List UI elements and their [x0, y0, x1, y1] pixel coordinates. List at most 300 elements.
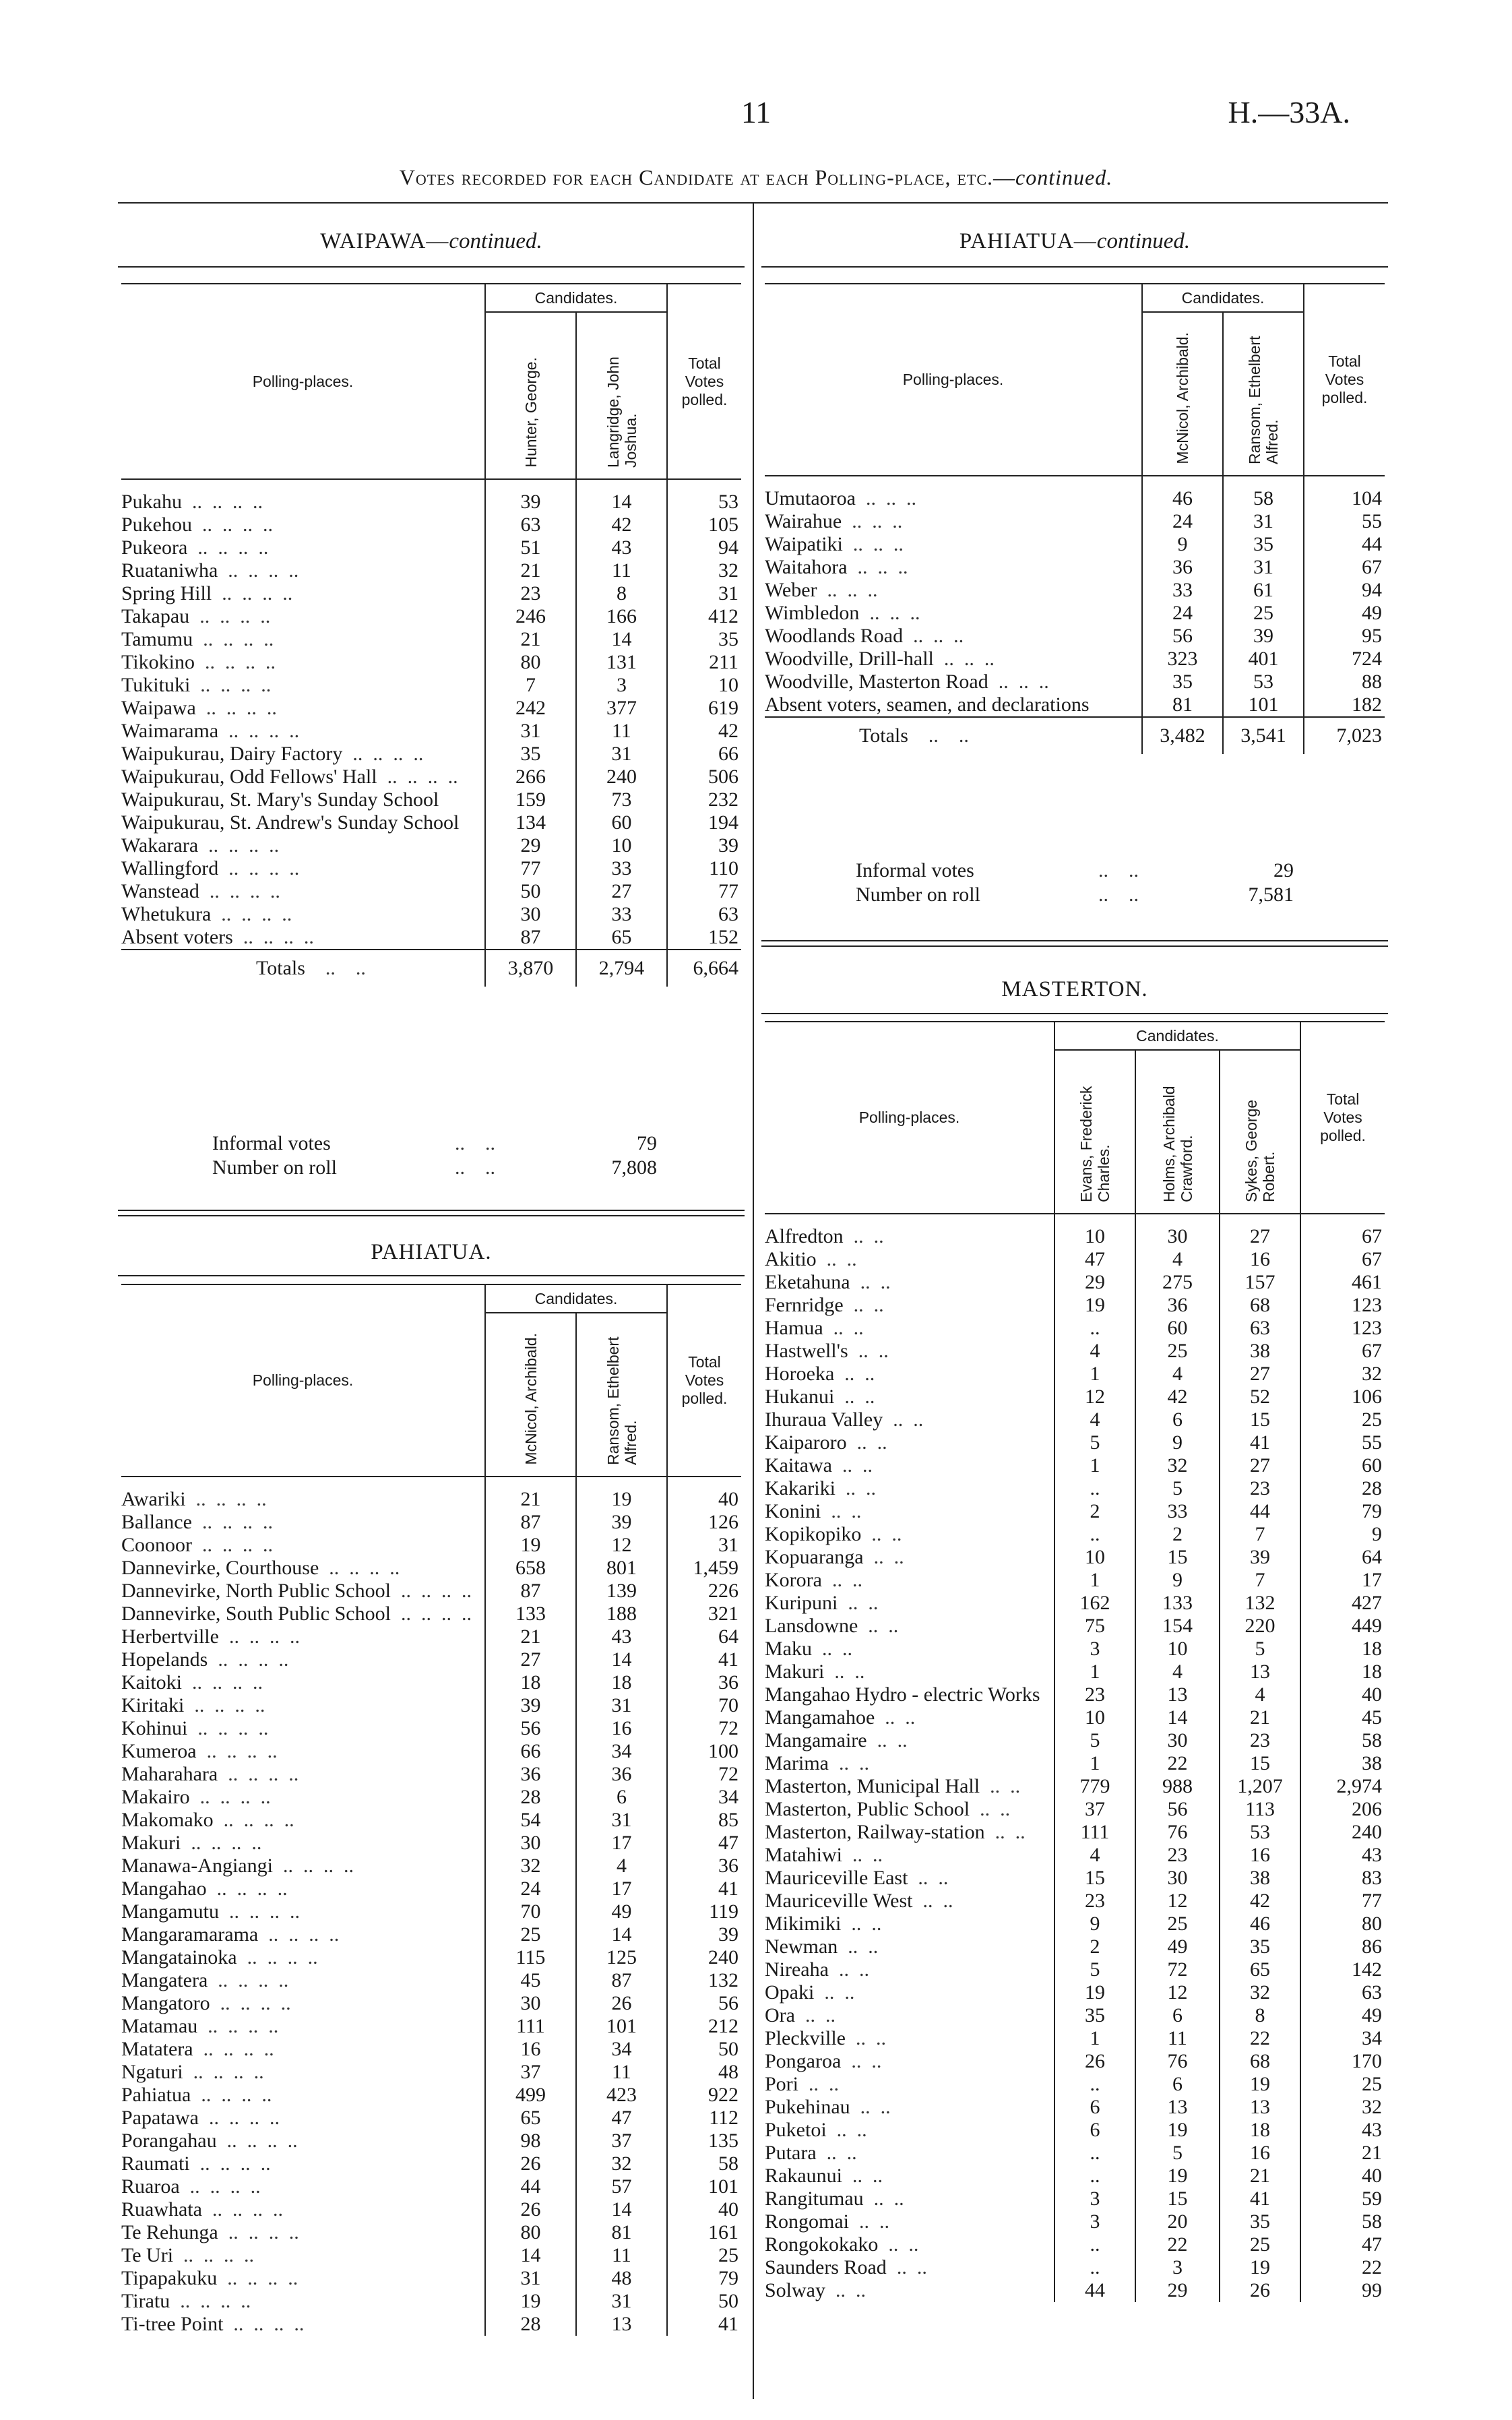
leader-dots: .. .. [821, 1500, 862, 1522]
vote-cell: 30 [485, 1992, 576, 2015]
leader-dots: .. .. .. .. [194, 651, 276, 673]
total-cell: 161 [667, 2221, 741, 2244]
totals-label [121, 950, 485, 987]
table-row [121, 1511, 741, 1534]
polling-place-name: Mangatainoka [121, 1946, 237, 1968]
table-row [121, 582, 741, 605]
leader-dots: .. .. [794, 2004, 836, 2026]
vote-cell: 36 [576, 1763, 667, 1786]
vote-cell: 4 [1054, 1340, 1135, 1363]
polling-place-name: Makairo [121, 1786, 190, 1808]
leader-dots: .. .. .. .. [192, 1534, 273, 1556]
leader-dots: .. .. [878, 2233, 919, 2256]
leader-dots: .. .. .. .. [193, 2038, 274, 2060]
vote-cell: 14 [485, 2244, 576, 2267]
leader-dots: .. .. .. [842, 510, 903, 532]
vote-cell: 31 [485, 2267, 576, 2290]
vote-cell: 133 [485, 1603, 576, 1625]
vote-cell: 10 [1054, 1214, 1135, 1248]
polling-place-name: Korora [765, 1569, 822, 1591]
leader-dots: .. .. .. .. [181, 1832, 262, 1854]
polling-place [765, 693, 1142, 717]
leader-dots: .. .. [826, 2119, 867, 2141]
leader-dots: .. .. [875, 1706, 916, 1729]
vote-cell: 56 [485, 1717, 576, 1740]
polling-place [765, 1729, 1054, 1752]
total-cell: 21 [1300, 2142, 1385, 2165]
vote-cell: 10 [1135, 1638, 1220, 1661]
vote-cell: 53 [1223, 671, 1304, 693]
leader-dots: .. .. [828, 1958, 869, 1981]
table-row [765, 1214, 1385, 1248]
polling-place-name: Pahiatua [121, 2084, 191, 2106]
vote-cell: 134 [485, 811, 576, 834]
total-cell: 88 [1304, 671, 1385, 693]
vote-cell: 38 [1220, 1867, 1300, 1890]
polling-place [121, 697, 485, 720]
total-cell: 412 [667, 605, 741, 628]
table-row [121, 1992, 741, 2015]
vote-cell: 6 [1135, 2004, 1220, 2027]
table-row [765, 602, 1385, 625]
vote-cell: 73 [576, 788, 667, 811]
polling-place [121, 811, 485, 834]
total-cell: 34 [667, 1786, 741, 1809]
vote-cell: 19 [1054, 1981, 1135, 2004]
total-cell: 41 [667, 1648, 741, 1671]
vote-cell: 19 [576, 1477, 667, 1511]
table-row [765, 1981, 1385, 2004]
leader-dots: .. .. .. .. [208, 1969, 289, 1991]
vote-cell: 70 [485, 1900, 576, 1923]
polling-place [765, 2050, 1054, 2073]
table-row [765, 1592, 1385, 1615]
total-cell: 49 [1300, 2004, 1385, 2027]
vote-cell: 30 [1135, 1214, 1220, 1248]
table-row [765, 1775, 1385, 1798]
vote-cell: 25 [485, 1923, 576, 1946]
total-cell: 126 [667, 1511, 741, 1534]
candidate-name: Hunter, George. [522, 357, 540, 468]
polling-place-name: Dannevirke, South Public School [121, 1603, 391, 1625]
vote-cell: 6 [1054, 2096, 1135, 2119]
polling-place-name: Tikokino [121, 651, 195, 673]
polling-place [765, 2279, 1054, 2302]
polling-place [121, 2152, 485, 2175]
vote-cell: .. [1054, 2165, 1135, 2188]
vote-cell: 11 [576, 2061, 667, 2084]
polling-place-name: Solway [765, 2279, 825, 2301]
roll-value: 7,808 [611, 1156, 657, 1179]
table-row [121, 2152, 741, 2175]
total-cell: 232 [667, 788, 741, 811]
table-row [121, 2198, 741, 2221]
vote-cell: 23 [1220, 1477, 1300, 1500]
table-row [121, 1832, 741, 1855]
polling-place [121, 2130, 485, 2152]
table-row [765, 671, 1385, 693]
polling-place-name: Waipukurau, St. Andrew's Sunday School [121, 811, 460, 834]
table-row [121, 536, 741, 559]
polling-place [121, 1763, 485, 1786]
table-row [765, 1569, 1385, 1592]
candidate-name-header [485, 312, 576, 479]
total-cell: 64 [667, 1625, 741, 1648]
total-cell: 39 [667, 834, 741, 857]
table-row [121, 857, 741, 880]
vote-cell: 35 [1142, 671, 1223, 693]
total-cell: 32 [1300, 2096, 1385, 2119]
vote-cell: .. [1054, 1317, 1135, 1340]
polling-place-name: Matatera [121, 2038, 193, 2060]
total-cell: 77 [1300, 1890, 1385, 1913]
vote-cell: 39 [576, 1511, 667, 1534]
vote-cell: 101 [1223, 693, 1304, 717]
vote-cell: 65 [576, 926, 667, 950]
vote-cell: 4 [1054, 1408, 1135, 1431]
vote-cell: 14 [576, 2198, 667, 2221]
total-cell: 32 [1300, 1363, 1385, 1386]
polling-place [765, 1615, 1054, 1638]
vote-cell: 58 [1223, 476, 1304, 510]
vote-cell: 32 [1135, 1454, 1220, 1477]
polling-place-name: Makomako [121, 1809, 214, 1831]
polling-place [765, 2096, 1054, 2119]
polling-place [765, 1386, 1054, 1408]
total-cell: 40 [667, 1477, 741, 1511]
pahiatua-roll [856, 883, 1294, 906]
waipawa-title [118, 229, 745, 254]
polling-place [765, 1683, 1054, 1706]
total-cell: 49 [1304, 602, 1385, 625]
vote-cell: 16 [1220, 1844, 1300, 1867]
total-cell: 112 [667, 2107, 741, 2130]
table-row [765, 1821, 1385, 1844]
polling-place-name: Mangamaire [765, 1729, 867, 1751]
total-cell: 31 [667, 1534, 741, 1557]
table-row [121, 1900, 741, 1923]
total-cell: 94 [667, 536, 741, 559]
table-row [765, 2027, 1385, 2050]
polling-place [121, 2061, 485, 2084]
vote-cell: 27 [485, 1648, 576, 1671]
polling-place-name: Raumati [121, 2152, 190, 2175]
vote-cell: 81 [1142, 693, 1223, 717]
vote-cell: 111 [1054, 1821, 1135, 1844]
vote-cell: 26 [576, 1992, 667, 2015]
polling-place [121, 2175, 485, 2198]
total-cell: 240 [667, 1946, 741, 1969]
vote-cell: 19 [485, 1534, 576, 1557]
total-cell: 56 [667, 1992, 741, 2015]
polling-place-name: Absent voters [121, 926, 233, 948]
leader-dots: .. .. [980, 1775, 1021, 1797]
polling-place-name: Kopikopiko [765, 1523, 862, 1545]
vote-cell: 15 [1135, 1546, 1220, 1569]
polling-place [121, 743, 485, 766]
table-row [765, 2256, 1385, 2279]
polling-place-name: Masterton, Municipal Hall [765, 1775, 980, 1797]
polling-place [765, 2256, 1054, 2279]
total-cell: 152 [667, 926, 741, 950]
headline-italic: continued. [1015, 165, 1113, 189]
polling-place [765, 1867, 1054, 1890]
table-row [765, 2142, 1385, 2165]
waipawa-roll [212, 1156, 657, 1179]
totals-label [765, 717, 1142, 754]
total-cell: 55 [1304, 510, 1385, 533]
vote-cell: 157 [1220, 1271, 1300, 1294]
leader-dots: .. .. .. [988, 671, 1049, 693]
polling-place [121, 880, 485, 903]
leader-dots: .. .. [823, 1317, 864, 1339]
leader-dots: .. .. [835, 1477, 876, 1499]
vote-cell: 34 [576, 2038, 667, 2061]
vote-cell: 20 [1135, 2210, 1220, 2233]
polling-place-name: Mangatera [121, 1969, 208, 1991]
vote-cell: 31 [576, 743, 667, 766]
vote-cell: .. [1054, 1477, 1135, 1500]
total-cell: 79 [1300, 1500, 1385, 1523]
vote-cell: 80 [485, 651, 576, 674]
table-row [765, 1890, 1385, 1913]
vote-cell: 275 [1135, 1271, 1220, 1294]
vote-cell: 6 [1135, 2073, 1220, 2096]
vote-cell: 21 [1220, 1706, 1300, 1729]
table-row [765, 2050, 1385, 2073]
leader-dots: .. .. .. .. [189, 2152, 271, 2175]
polling-place [121, 1946, 485, 1969]
table-row [121, 1969, 741, 1992]
polling-place-name: Te Uri [121, 2244, 174, 2266]
vote-cell: 39 [485, 479, 576, 514]
leader-dots: .. .. .. .. [390, 1580, 472, 1602]
table-row [121, 2290, 741, 2313]
total-cell: 724 [1304, 648, 1385, 671]
table-row [121, 2107, 741, 2130]
vote-cell: 101 [576, 2015, 667, 2038]
vote-cell: 68 [1220, 1294, 1300, 1317]
total-cell: 43 [1300, 1844, 1385, 1867]
vote-cell: 33 [1142, 579, 1223, 602]
table-row [765, 2279, 1385, 2302]
vote-cell: 1 [1054, 1752, 1135, 1775]
polling-place [765, 1214, 1054, 1248]
leader-dots: .. .. [842, 2165, 883, 2187]
vote-cell: 19 [1220, 2073, 1300, 2096]
total-cell: 58 [1300, 1729, 1385, 1752]
vote-cell: .. [1054, 2073, 1135, 2096]
total-cell: 922 [667, 2084, 741, 2107]
polling-place-name: Mangamahoe [765, 1706, 875, 1729]
table-row [121, 1648, 741, 1671]
pahiatua-end-rule-1 [761, 940, 1388, 941]
vote-cell: 12 [1054, 1386, 1135, 1408]
polling-place-name: Dannevirke, Courthouse [121, 1557, 319, 1579]
leader-dots: .. .. .. .. [185, 1488, 267, 1510]
polling-place [765, 1271, 1054, 1294]
total-cell: 123 [1300, 1294, 1385, 1317]
leader-dots: .. .. .. .. [184, 1694, 265, 1716]
polling-place [765, 1890, 1054, 1913]
total-cell: 77 [667, 880, 741, 903]
vote-cell: 32 [576, 2152, 667, 2175]
candidates-header: Candidates. [485, 284, 667, 312]
polling-place-name: Tukituki [121, 674, 191, 696]
total-cell: 70 [667, 1694, 741, 1717]
leader-dots: .. .. .. .. [390, 1603, 472, 1625]
vote-cell: 56 [1142, 625, 1223, 648]
vote-cell: 499 [485, 2084, 576, 2107]
total-votes-header: Total Votes polled. [1300, 1022, 1385, 1214]
vote-cell: 23 [485, 582, 576, 605]
table-row [121, 811, 741, 834]
polling-place [121, 1477, 485, 1511]
leader-dots: .. .. .. .. [197, 2015, 279, 2037]
polling-place-name: Wimbledon [765, 602, 860, 624]
vote-cell: 47 [1054, 1248, 1135, 1271]
table-row [765, 1661, 1385, 1683]
vote-cell: 39 [485, 1694, 576, 1717]
vote-cell: 5 [1220, 1638, 1300, 1661]
total-cell: 106 [1300, 1386, 1385, 1408]
polling-place [121, 766, 485, 788]
total-cell: 132 [667, 1969, 741, 1992]
total-cell: 72 [667, 1717, 741, 1740]
polling-place-name: Waipatiki [765, 533, 843, 555]
vote-cell: 266 [485, 766, 576, 788]
leader-dots: .. .. [816, 2142, 857, 2164]
leader-dots: .. .. [828, 1752, 869, 1774]
leader-dots: .. .. [912, 1890, 953, 1912]
total-cell: 35 [667, 628, 741, 651]
vote-cell: 27 [1220, 1363, 1300, 1386]
total-cell: 36 [667, 1671, 741, 1694]
table-row [121, 2015, 741, 2038]
column-divider [753, 202, 754, 2399]
vote-cell: 18 [485, 1671, 576, 1694]
vote-cell: 22 [1135, 1752, 1220, 1775]
total-cell: 25 [1300, 2073, 1385, 2096]
total-cell: 67 [1300, 1248, 1385, 1271]
total-cell: 47 [1300, 2233, 1385, 2256]
vote-cell: 34 [576, 1740, 667, 1763]
vote-cell: 162 [1054, 1592, 1135, 1615]
leader-dots: .. .. .. .. [213, 1809, 294, 1831]
table-row [765, 1683, 1385, 1706]
table-row [121, 2267, 741, 2290]
vote-cell: 31 [576, 1694, 667, 1717]
masterton-table [765, 1021, 1385, 2302]
table-row [121, 1786, 741, 1809]
vote-cell: 31 [576, 2290, 667, 2313]
vote-cell: 65 [1220, 1958, 1300, 1981]
vote-cell: 27 [1220, 1214, 1300, 1248]
vote-cell: 81 [576, 2221, 667, 2244]
polling-place-name: Eketahuna [765, 1271, 850, 1293]
polling-place-name: Mauriceville West [765, 1890, 913, 1912]
vote-cell: 44 [1220, 1500, 1300, 1523]
polling-place [765, 1363, 1054, 1386]
candidate-name: McNicol, Archibald. [1174, 332, 1191, 464]
table-row [121, 766, 741, 788]
polling-place-name: Akitio [765, 1248, 817, 1270]
vote-cell: 3 [1054, 2188, 1135, 2210]
leader-dots: .. .. .. .. [208, 1648, 289, 1671]
vote-cell: 29 [1054, 1271, 1135, 1294]
total-cell: 10 [667, 674, 741, 697]
polling-place-name: Pleckville [765, 2027, 846, 2049]
vote-cell: 26 [1054, 2050, 1135, 2073]
candidate-name: Langridge, John Joshua. [604, 356, 639, 468]
total-cell: 83 [1300, 1867, 1385, 1890]
table-row [765, 1386, 1385, 1408]
table-row [121, 788, 741, 811]
vote-cell: 28 [485, 1786, 576, 1809]
table-row [765, 476, 1385, 510]
table-row [121, 1763, 741, 1786]
polling-place-name: Mangamutu [121, 1900, 219, 1923]
vote-cell: 139 [576, 1580, 667, 1603]
vote-cell: 31 [1223, 556, 1304, 579]
total-cell: 194 [667, 811, 741, 834]
vote-cell: 19 [485, 2290, 576, 2313]
leader-dots: .. .. .. .. [206, 1878, 288, 1900]
polling-place-name: Ruaroa [121, 2175, 180, 2198]
leader-dots: .. .. .. .. [192, 514, 273, 536]
polling-place-name: Marima [765, 1752, 829, 1774]
total-cell: 1,459 [667, 1557, 741, 1580]
vote-cell: 12 [1135, 1890, 1220, 1913]
total-cell: 86 [1300, 1935, 1385, 1958]
leader-dots: .. .. .. .. [272, 1855, 354, 1877]
polling-place-name: Whetukura [121, 903, 212, 925]
polling-place-name: Dannevirke, North Public School [121, 1580, 391, 1602]
polling-place-name: Kuripuni [765, 1592, 838, 1614]
table-row [121, 559, 741, 582]
vote-cell: 240 [576, 766, 667, 788]
polling-place [765, 2073, 1054, 2096]
leader-dots: .. .. [970, 1798, 1011, 1820]
vote-cell: 113 [1220, 1798, 1300, 1821]
table-row [121, 1717, 741, 1740]
candidate-name-header [1054, 1050, 1135, 1214]
polling-place-name: Wallingford [121, 857, 219, 879]
table-row [121, 1625, 741, 1648]
vote-cell: 1 [1054, 2027, 1135, 2050]
vote-cell: 47 [576, 2107, 667, 2130]
table-row [765, 1935, 1385, 1958]
vote-cell: 4 [1135, 1661, 1220, 1683]
polling-place-name: Ngaturi [121, 2061, 183, 2083]
vote-cell: 25 [1223, 602, 1304, 625]
leader-dots: .. .. [850, 1271, 891, 1293]
page-number: 11 [741, 95, 771, 129]
vote-cell: 10 [1054, 1706, 1135, 1729]
vote-cell: 60 [576, 811, 667, 834]
polling-place-name: Kaitoki [121, 1671, 182, 1694]
vote-cell: 36 [485, 1763, 576, 1786]
vote-cell: 76 [1135, 1821, 1220, 1844]
polling-place-name: Nireaha [765, 1958, 829, 1981]
vote-cell: 11 [576, 559, 667, 582]
polling-place [765, 1523, 1054, 1546]
polling-place [121, 1557, 485, 1580]
candidate-name-header [485, 1313, 576, 1477]
polling-place [121, 514, 485, 536]
leader-dots: .. .. [845, 2027, 886, 2049]
polling-place-name: Tipapakuku [121, 2267, 218, 2289]
